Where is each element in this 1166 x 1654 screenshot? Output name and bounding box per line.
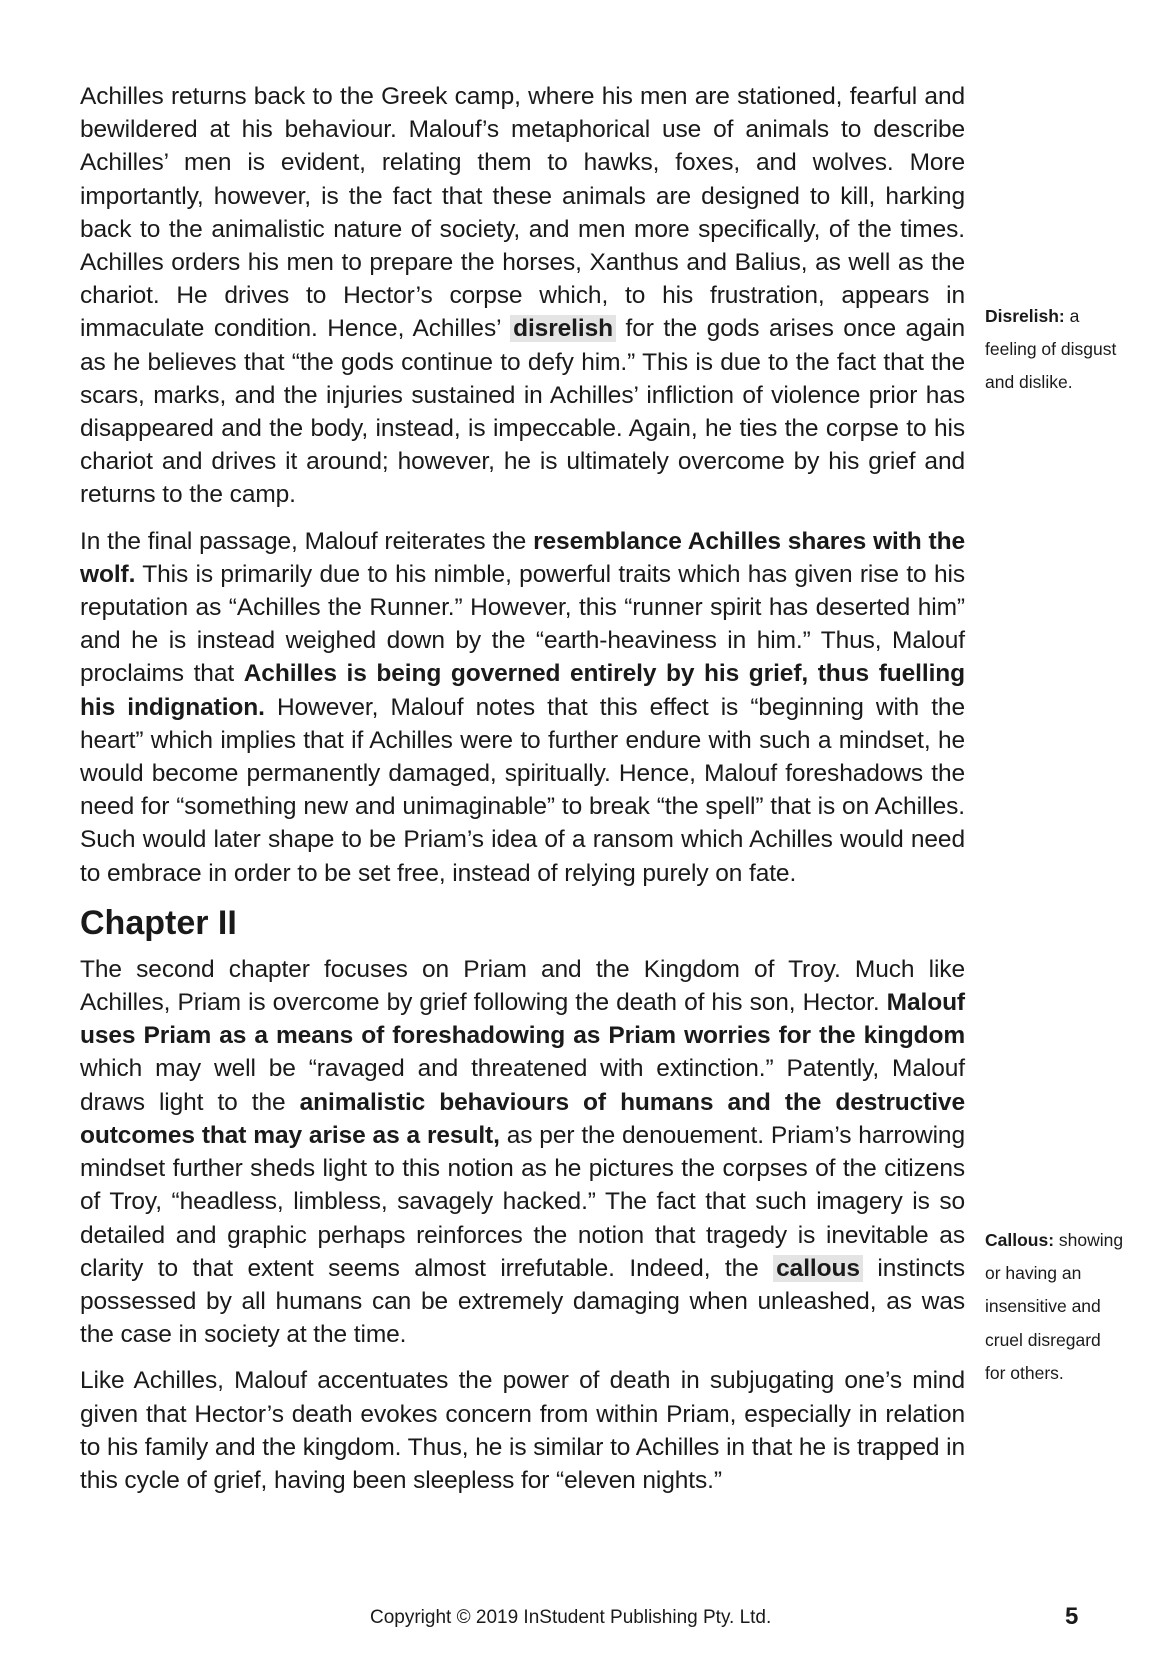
paragraph-3-text-d: as per the denouement. Priam’s harrowing mindset further sheds light to this notion as he pictures the corpses of the citizens of Troy, “headless, limbless, savagely hacked.” The fact that such imagery is so detailed and graphic perhaps reinforces the notion that tragedy is inevitable as clarity to that extent seems almost irrefutable. Indeed, the	[80, 1121, 965, 1282]
paragraph-2-text-c: This is primarily due to his nimble, powerful traits which has given rise to his reputation as “Achilles the Runner.” However, this “runner spirit has deserted him” and he is instead weighed down by the “earth-heaviness in him.” Thus, Malouf proclaims that	[80, 560, 965, 688]
paragraph-2-bold-1: resemblance Achilles shares with the wolf.	[80, 527, 966, 588]
highlight-callous: callous	[773, 1255, 863, 1282]
paragraph-3-text-a: The second chapter focuses on Priam and the Kingdom of Troy. Much like Achilles, Priam is overcome by grief following the death of his son, Hector.	[80, 955, 965, 1017]
paragraph-4-text: Like Achilles, Malouf accentuates the power of death in subjugating one’s mind given that Hector’s death evokes concern from within Priam, especially in relation to his family and the kingdom. Thus, he is similar to Achilles in that he is trapped in this cycle of grief, having been sleepless for “eleven nights.”	[80, 1367, 965, 1494]
margin-note-disrelish	[985, 300, 1125, 400]
margin-definition-disrelish: a feeling of disgust and dislike.	[985, 306, 1117, 393]
paragraph-2-text-d: However, Malouf notes that this effect is “beginning with the heart” which implies that if Achilles were to further endure with such a mindset, he would become permanently damaged, spiritually. Hence, Malouf foreshadows the need for “something new and unimaginable” to break “the spell” that is on Achilles. Such would later shape to be Priam’s idea of a ransom which Achilles would need to embrace in order to be set free, instead of relying purely on fate.	[80, 693, 965, 887]
paragraph-3-text-e: instincts possessed by all humans can be extremely damaging when unleashed, as was the case in society at the time.	[80, 1254, 965, 1349]
page-number: 5	[1065, 1603, 1079, 1630]
paragraph-2-bold-2: Achilles is being governed entirely by his grief, thus fuelling his indignation.	[80, 660, 966, 721]
paragraph-3-bold-1: Malouf uses Priam as a means of foreshadowing as Priam worries for the kingdom	[80, 989, 965, 1050]
margin-term-callous: Callous:	[985, 1230, 1055, 1250]
paragraph-3	[80, 953, 965, 1351]
margin-term-disrelish: Disrelish:	[985, 306, 1065, 326]
chapter-heading: Chapter II	[80, 903, 237, 942]
main-text-column	[80, 80, 965, 1510]
margin-definition-callous: showing or having an insensitive and cruel disregard for others.	[985, 1230, 1124, 1383]
paragraph-2	[80, 525, 965, 890]
paragraph-4	[80, 1364, 965, 1497]
highlight-disrelish: disrelish	[510, 315, 616, 342]
paragraph-1-text-a: Achilles returns back to the Greek camp, where his men are stationed, fearful and bewildered at his behaviour. Malouf’s metaphorical use of animals to describe Achilles’ men is evident, relating them to hawks, foxes, and wolves. More importantly, however, is the fact that these animals are designed to kill, harking back to the animalistic nature of society, and men more specifically, of the times. Achilles orders his men to prepare the horses, Xanthus and Balius, as well as the chariot. He drives to Hector’s corpse which, to his frustration, appears in immaculate condition. Hence, Achilles’	[80, 83, 965, 343]
paragraph-3-text-c: which may well be “ravaged and threatened with extinction.” Patently, Malouf draws light to the	[80, 1055, 965, 1116]
paragraph-1-text-b: for the gods arises once again as he believes that “the gods continue to defy him.” This is due to the fact that the scars, marks, and the injuries sustained in Achilles’ infliction of violence prior has disappeared and the body, instead, is impeccable. Again, he ties the corpse to his chariot and drives it around; however, he is ultimately overcome by his grief and returns to the camp.	[80, 315, 965, 509]
paragraph-3-bold-2: animalistic behaviours of humans and the destructive outcomes that may arise as a result,	[80, 1088, 965, 1149]
margin-note-callous	[985, 1224, 1125, 1390]
copyright-notice: Copyright © 2019 InStudent Publishing Pty. Ltd.	[370, 1607, 772, 1628]
paragraph-1	[80, 80, 965, 512]
page-footer	[0, 1603, 1166, 1637]
paragraph-2-text-a: In the final passage, Malouf reiterates the	[80, 527, 534, 555]
